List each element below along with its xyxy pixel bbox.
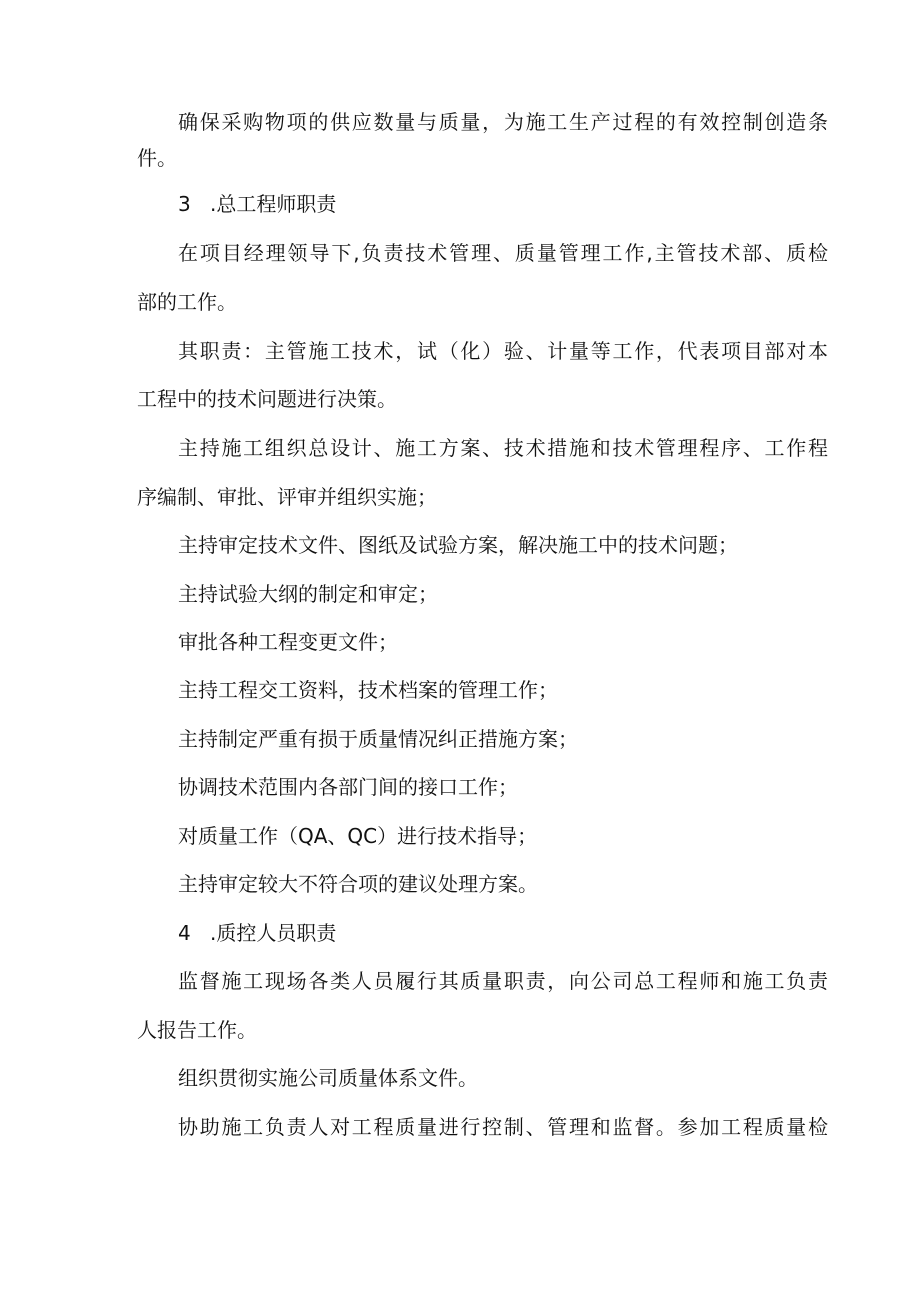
paragraph-line: 审批各种工程变更文件；: [178, 630, 398, 654]
paragraph-line: 主持审定较大不符合项的建议处理方案。: [178, 872, 538, 896]
paragraph-line: 主持审定技术文件、图纸及试验方案，解决施工中的技术问题；: [178, 533, 738, 557]
paragraph-line: 主持制定严重有损于质量情况纠正措施方案；: [178, 727, 578, 751]
paragraph-line: 工程中的技术问题进行决策。: [137, 387, 397, 411]
section-number: 4: [178, 921, 191, 945]
paragraph-line: 件。: [137, 146, 177, 170]
paragraph-line: 协调技术范围内各部门间的接口工作；: [178, 775, 518, 799]
paragraph-line: 其职责：主管施工技术，试（化）验、计量等工作，代表项目部对本: [178, 339, 828, 363]
section-title: .质控人员职责: [210, 921, 337, 945]
paragraph-line: 确保采购物项的供应数量与质量，为施工生产过程的有效控制创造条: [178, 110, 828, 134]
paragraph-line: 主持试验大纲的制定和审定；: [178, 582, 438, 606]
paragraph-line: 对质量工作（QA、QC）进行技术指导；: [178, 824, 538, 848]
section-title: .总工程师职责: [210, 192, 337, 216]
paragraph-line: 部的工作。: [137, 290, 237, 314]
paragraph-line: 序编制、审批、评审并组织实施；: [137, 485, 437, 509]
paragraph-line: 人报告工作。: [137, 1018, 257, 1042]
paragraph-line: 监督施工现场各类人员履行其质量职责，向公司总工程师和施工负责: [178, 969, 828, 993]
section-number: 3: [178, 192, 191, 216]
paragraph-line: 在项目经理领导下,负责技术管理、质量管理工作,主管技术部、质检: [178, 241, 828, 265]
paragraph-line: 主持施工组织总设计、施工方案、技术措施和技术管理程序、工作程: [178, 436, 828, 460]
section-heading-3: [178, 192, 336, 216]
paragraph-line: 组织贯彻实施公司质量体系文件。: [178, 1066, 478, 1090]
paragraph-line: 主持工程交工资料，技术档案的管理工作；: [178, 678, 558, 702]
paragraph-line: 协助施工负责人对工程质量进行控制、管理和监督。参加工程质量检: [178, 1115, 828, 1139]
section-heading-4: [178, 921, 336, 945]
